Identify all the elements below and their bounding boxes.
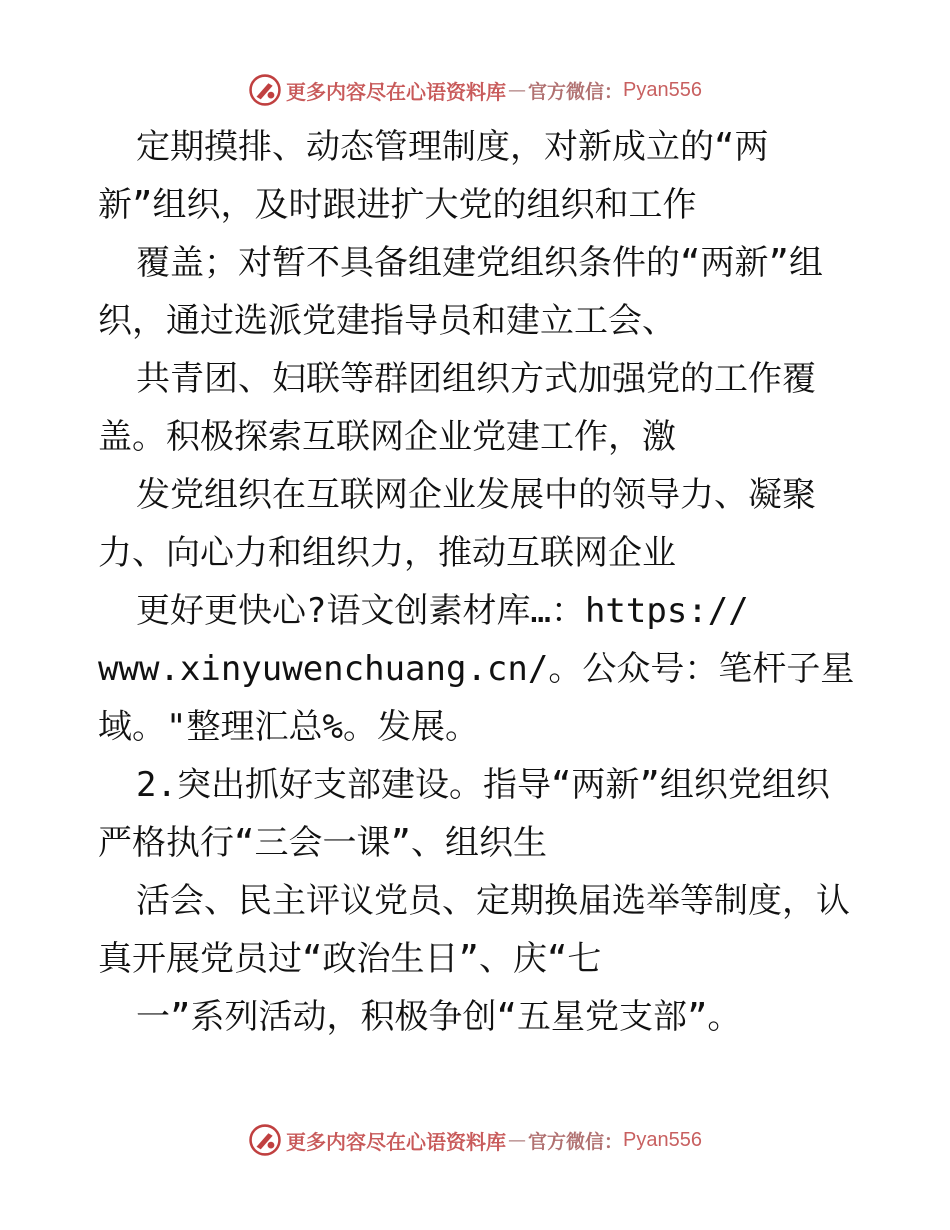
- text-line: 盖。积极探索互联网企业党建工作，激: [98, 417, 676, 457]
- text-line: 严格执行“三会一课”、组织生: [98, 823, 547, 863]
- header-watermark: [0, 70, 950, 110]
- text-line: 定期摸排、动态管理制度，对新成立的“两: [136, 127, 769, 167]
- watermark-dash: —: [508, 79, 526, 101]
- text-line: 新”组织，及时跟进扩大党的组织和工作: [98, 185, 697, 225]
- text-line: 一”系列活动，积极争创“五星党支部”。: [136, 997, 742, 1037]
- text-line: 织，通过选派党建指导员和建立工会、: [98, 301, 676, 341]
- text-line: 真开展党员过“政治生日”、庆“七: [98, 939, 602, 979]
- watermark-site: 更多内容尽在心语资料库: [286, 1129, 506, 1154]
- text-line: www.xinyuwenchuang.cn/。公众号：笔杆子星: [98, 649, 855, 689]
- text-line: 活会、民主评议党员、定期换届选举等制度，认: [136, 881, 850, 921]
- watermark-wechat-id: Pyan556: [623, 1128, 702, 1151]
- watermark-official: 官方微信：: [528, 80, 624, 103]
- text-line: 2.突出抓好支部建设。指导“两新”组织党组织: [136, 765, 830, 805]
- text-line: 更好更快心?语文创素材库…：https://: [136, 591, 749, 631]
- footer-watermark: [0, 1120, 950, 1160]
- text-line: 发党组织在互联网企业发展中的领导力、凝聚: [136, 475, 816, 515]
- text-line: 覆盖；对暂不具备组建党组织条件的“两新”组: [136, 243, 823, 283]
- pen-logo-icon: [248, 73, 282, 107]
- text-line: 域。"整理汇总%。发展。: [98, 707, 479, 747]
- watermark-wechat-id: Pyan556: [623, 78, 702, 101]
- text-line: 共青团、妇联等群团组织方式加强党的工作覆: [136, 359, 816, 399]
- watermark-dash: —: [508, 1129, 526, 1151]
- pen-logo-icon: [248, 1123, 282, 1157]
- watermark-official: 官方微信：: [528, 1130, 624, 1153]
- watermark-site: 更多内容尽在心语资料库: [286, 79, 506, 104]
- text-line: 力、向心力和组织力，推动互联网企业: [98, 533, 676, 573]
